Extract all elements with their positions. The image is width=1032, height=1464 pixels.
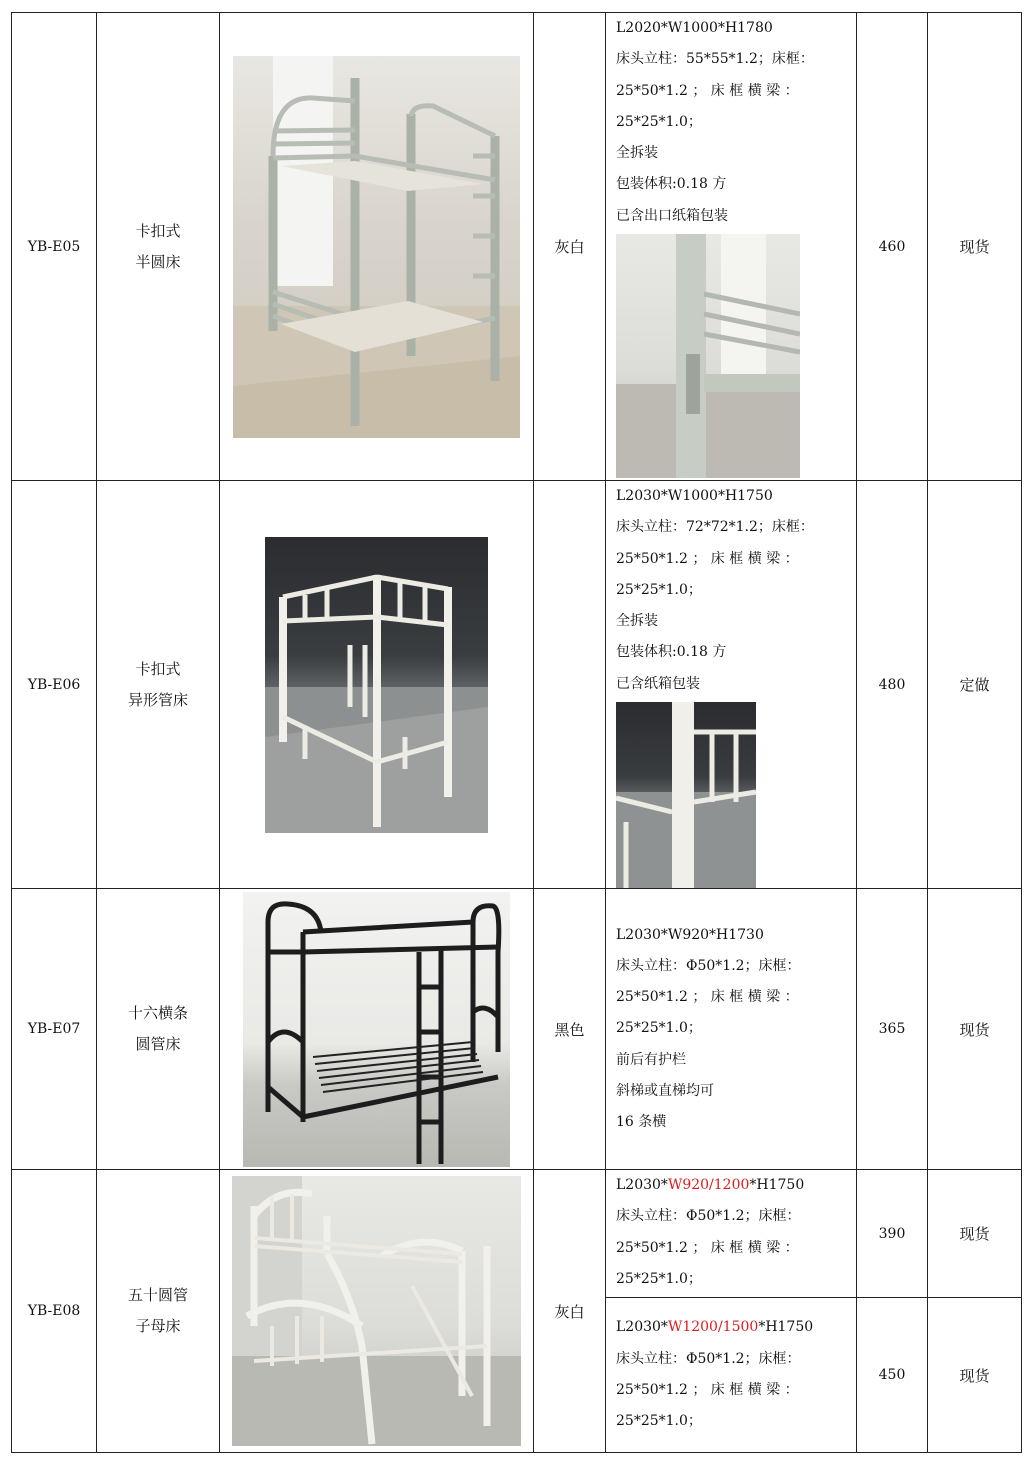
product-photo-cell	[220, 481, 534, 889]
table-row	[12, 889, 1022, 1170]
product-price: 365	[857, 889, 928, 1170]
product-photo-cell	[220, 1170, 534, 1453]
detail-photo	[616, 234, 800, 478]
product-photo	[243, 892, 510, 1167]
product-photo	[265, 537, 488, 833]
product-price: 460	[857, 13, 928, 481]
product-color: 灰白	[534, 13, 606, 481]
product-stock: 定做	[928, 481, 1022, 889]
product-table-sheet	[11, 12, 1021, 1453]
product-price: 450	[857, 1298, 928, 1453]
product-photo-cell	[220, 13, 534, 481]
product-code: YB-E06	[12, 481, 97, 889]
product-spec: L2030*W1200/1500*H1750 床头立柱：Φ50*1.2；床框： 25*50*1.2 ； 床 框 横 梁 ： 25*25*1.0；	[606, 1298, 857, 1453]
product-spec: L2030*W1000*H1750 床头立柱：72*72*1.2；床框： 25*50*1.2 ； 床 框 横 梁 ： 25*25*1.0； 全拆装 包装体积:0.18 方 已含纸箱包装	[606, 481, 857, 889]
product-color	[534, 481, 606, 889]
product-spec: L2020*W1000*H1780 床头立柱：55*55*1.2；床框： 25*50*1.2 ； 床 框 横 梁 ： 25*25*1.0； 全拆装 包装体积:0.18 方 已含出口纸箱包装	[606, 13, 857, 481]
product-spec: L2030*W920/1200*H1750 床头立柱：Φ50*1.2；床框： 25*50*1.2 ； 床 框 横 梁 ： 25*25*1.0；	[606, 1170, 857, 1298]
product-stock: 现货	[928, 1170, 1022, 1298]
product-name: 卡扣式 半圆床	[97, 13, 220, 481]
product-color: 灰白	[534, 1170, 606, 1453]
product-code: YB-E08	[12, 1170, 97, 1453]
product-color: 黑色	[534, 889, 606, 1170]
product-name: 五十圆管 子母床	[97, 1170, 220, 1453]
product-stock: 现货	[928, 13, 1022, 481]
product-photo	[232, 1176, 521, 1446]
product-price: 480	[857, 481, 928, 889]
table-row	[12, 13, 1022, 481]
product-name: 十六横条 圆管床	[97, 889, 220, 1170]
product-code: YB-E07	[12, 889, 97, 1170]
product-photo-cell	[220, 889, 534, 1170]
detail-photo	[616, 702, 756, 888]
highlighted-width: W920/1200	[667, 1177, 750, 1194]
product-stock: 现货	[928, 889, 1022, 1170]
product-price: 390	[857, 1170, 928, 1298]
table-row	[12, 481, 1022, 889]
highlighted-width: W1200/1500	[667, 1319, 759, 1336]
product-table	[11, 12, 1022, 1453]
product-code: YB-E05	[12, 13, 97, 481]
table-row	[12, 1170, 1022, 1298]
product-name: 卡扣式 异形管床	[97, 481, 220, 889]
product-photo	[233, 56, 520, 438]
product-stock: 现货	[928, 1298, 1022, 1453]
product-spec: L2030*W920*H1730 床头立柱：Φ50*1.2；床框： 25*50*1.2 ； 床 框 横 梁 ： 25*25*1.0； 前后有护栏 斜梯或直梯均可 16 条横	[606, 889, 857, 1170]
